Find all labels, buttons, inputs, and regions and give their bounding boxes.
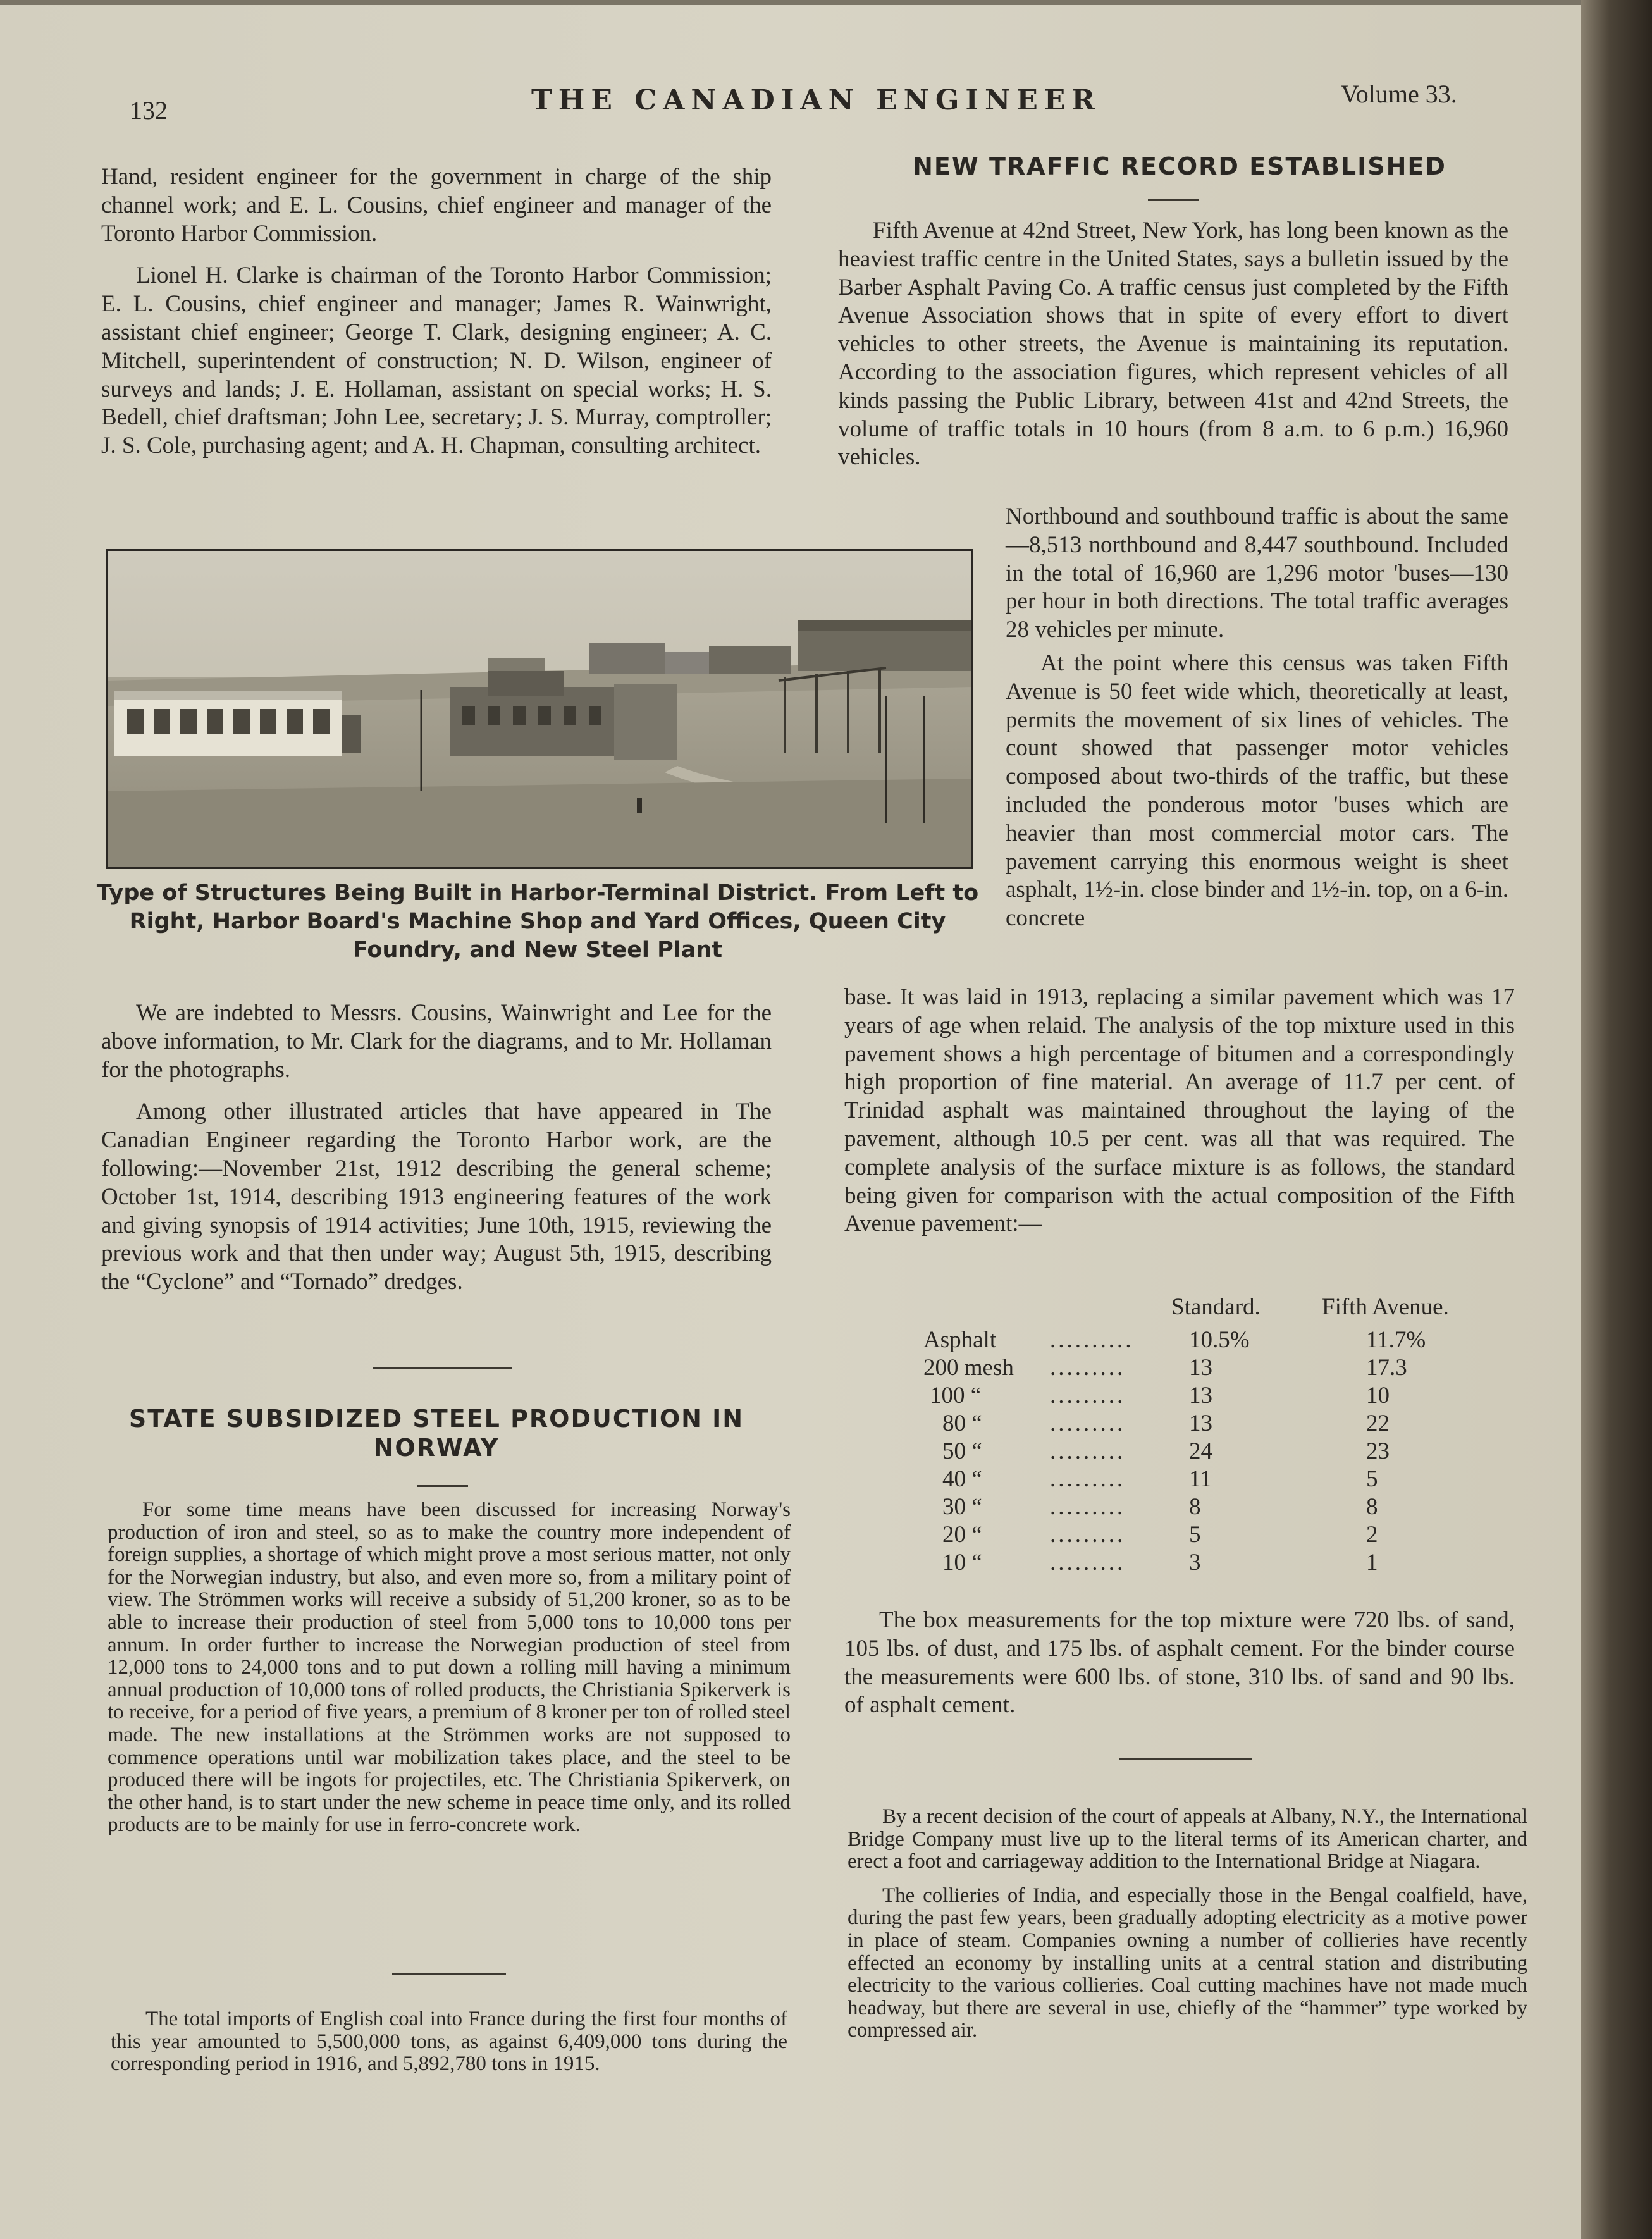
table-row: [923, 1521, 1493, 1549]
traffic-text-2a: At the point where this census was taken Fifth Avenue is 50 feet wide which, theoretically at least, permits the movement of six lines of vehicles. The count showed that passenger motor vehicles composed about two-thirds of the traffic, but these included the ponderous motor 'buses which are heavier than most commercial motor cars. The pavement carrying this enormous weight is sheet asphalt, 1½-in. close binder and 1½-in. top, on a 6-in. concrete: [1006, 650, 1508, 932]
photo-caption: Type of Structures Being Built in Harbor-Terminal District. From Left to Right, Harbor Board's Machine Shop and Yard Offices, Queen City Foundry, and New Steel Plant: [96, 880, 979, 963]
norway-section-title: STATE SUBSIDIZED STEEL PRODUCTION IN NORWAY: [128, 1405, 744, 1462]
page-edge-shadow: [1581, 0, 1652, 2239]
row-standard: 13: [1189, 1383, 1212, 1409]
traffic-text-1b: Northbound and southbound traffic is about the same—8,513 northbound and 8,447 southbound. Included in the total of 16,960 are 1,296 motor 'buses—130 per hour in both directions. The total traffic averages 28 vehicles per minute.: [1006, 503, 1508, 643]
row-fifth-avenue: 5: [1366, 1466, 1378, 1492]
left-column-middle: [101, 999, 772, 1297]
page-header: [0, 79, 1581, 130]
norway-paragraph: For some time means have been discussed for increasing Norway's production of iron and steel, so as to make the country more independent of foreign supplies, a shortage of which might prove a most serious matter, not only for the Norwegian industry, but also, and even more so, from a military point of view. The Strömmen works will receive a subsidy of 51,200 kroner, so as to be able to increase their production of steel from 5,000 tons to 10,000 tons per annum. In order further to increase the Norwegian production of steel from 12,000 tons to 24,000 tons and to put down a rolling mill having a minimum annual production of 10,000 tons of rolled products, the Christiania Spikerverk is to receive, for a period of five years, a premium of 8 kroner per ton of rolled steel made. The new installations at the Strömmen works are not supposed to commence operations until war mobilization takes place, and the steel to be produced there will be ingots for projectiles, etc. The Christiania Spikerverk, on the other hand, is to start under the new scheme in peace time only, and its rolled products are to be mainly for use in ferro-concrete work.: [108, 1498, 791, 1837]
traffic-section-title: NEW TRAFFIC RECORD ESTABLISHED: [913, 152, 1446, 180]
bridge-article: [848, 1806, 1527, 2042]
traffic-paragraph-2b: [844, 984, 1515, 1238]
row-leader-dots: .........: [1050, 1550, 1126, 1576]
box-measurements: [844, 1607, 1515, 1720]
section-divider-right: [1119, 1758, 1252, 1760]
row-label: 200 mesh: [923, 1355, 1014, 1381]
table-row: [923, 1438, 1493, 1465]
staff-paragraph: Lionel H. Clarke is chairman of the Toronto Harbor Commission; E. L. Cousins, chief engineer and manager; James R. Wainwright, assistant chief engineer; George T. Clark, designing engineer; A. C. Mitchell, superintendent of construction; N. D. Wilson, engineer of surveys and lands; J. E. Hollaman, assistant on special works; H. S. Bedell, chief draftsman; John Lee, secretary; J. S. Murray, comptroller; J. S. Cole, purchasing agent; and A. H. Chapman, consulting architect.: [101, 262, 772, 459]
harbor-photo-illustration: [108, 551, 971, 867]
section-divider-left: [373, 1367, 512, 1369]
row-leader-dots: .........: [1050, 1355, 1126, 1381]
row-leader-dots: .........: [1050, 1494, 1126, 1520]
traffic-text-1: Fifth Avenue at 42nd Street, New York, has long been known as the heaviest traffic centre in the United States, says a bulletin issued by the Barber Asphalt Paving Co. A traffic census just completed by the Fifth Avenue Association shows that in spite of every effort to divert vehicles to other streets, the Avenue is maintaining its reputation. According to the association figures, which represent vehicles of all kinds passing the Public Library, between 41st and 42nd Streets, the volume of traffic totals in 10 hours (from 8 a.m. to 6 p.m.) 16,960 vehicles.: [838, 218, 1508, 471]
row-standard: 10.5%: [1189, 1327, 1250, 1353]
coal-divider: [392, 1973, 506, 1975]
top-border-rule: [0, 0, 1581, 5]
traffic-narrow-column: [1006, 503, 1508, 933]
row-fifth-avenue: 23: [1366, 1438, 1390, 1464]
collieries-paragraph: The collieries of India, and especially those in the Bengal coalfield, have, during the past few years, been gradually adopting electricity as a motive power in place of steam. Companies owning a number of collieries have recently effected an economy by installing units at a central station and distributing electricity to the various collieries. Coal cutting machines have not made much headway, but there are several in use, chiefly of the “hammer” type worked by compressed air.: [848, 1884, 1527, 2042]
volume-label: Volume 33.: [1341, 80, 1457, 108]
row-fifth-avenue: 11.7%: [1366, 1327, 1426, 1353]
row-fifth-avenue: 1: [1366, 1550, 1378, 1576]
bridge-paragraph: By a recent decision of the court of appeals at Albany, N.Y., the International Bridge Company must live up to the literal terms of its American charter, and erect a foot and carriageway addition to the International Bridge at Niagara.: [848, 1805, 1527, 1873]
row-label: 100 “: [930, 1383, 982, 1409]
row-label: 30 “: [942, 1494, 982, 1520]
table-row: [923, 1326, 1493, 1354]
row-fifth-avenue: 17.3: [1366, 1355, 1407, 1381]
norway-article: [108, 1499, 791, 1837]
thanks-paragraph: We are indebted to Messrs. Cousins, Wainwright and Lee for the above information, to Mr. Clark for the diagrams, and to Mr. Hollaman for the photographs.: [101, 1000, 772, 1083]
left-column-top: [101, 163, 772, 460]
traffic-paragraph-1: [838, 217, 1508, 472]
box-paragraph: The box measurements for the top mixture were 720 lbs. of sand, 105 lbs. of dust, and 175 lbs. of asphalt cement. For the binder course the measurements were 600 lbs. of stone, 310 lbs. of sand and 90 lbs. of asphalt cement.: [844, 1607, 1515, 1718]
row-label: Asphalt: [923, 1327, 997, 1353]
table-row: [923, 1549, 1493, 1577]
row-fifth-avenue: 2: [1366, 1522, 1378, 1548]
row-leader-dots: ..........: [1050, 1327, 1134, 1353]
table-header-fifth-avenue: Fifth Avenue.: [1322, 1294, 1449, 1320]
table-row: [923, 1493, 1493, 1521]
row-fifth-avenue: 10: [1366, 1383, 1390, 1409]
row-standard: 11: [1189, 1466, 1212, 1492]
table-row: [923, 1354, 1493, 1382]
row-leader-dots: .........: [1050, 1466, 1126, 1492]
articles-paragraph: Among other illustrated articles that have appeared in The Canadian Engineer regarding the Toronto Harbor work, are the following:—November 21st, 1912 describing the general scheme; October 1st, 1914, describing 1913 engineering features of the work and giving synopsis of 1914 activities; June 10th, 1915, reviewing the previous work and that then under way; August 5th, 1915, describing the “Cyclone” and “Tornado” dredges.: [101, 1099, 772, 1295]
page-number: 132: [130, 96, 168, 125]
coal-article: [111, 2008, 787, 2076]
row-standard: 3: [1189, 1550, 1201, 1576]
journal-title: THE CANADIAN ENGINEER: [531, 84, 1101, 116]
table-row: [923, 1382, 1493, 1410]
harbor-terminal-photo: [106, 549, 973, 869]
row-fifth-avenue: 8: [1366, 1494, 1378, 1520]
norway-title-rule: [417, 1485, 468, 1487]
row-leader-dots: .........: [1050, 1438, 1126, 1464]
traffic-title-rule: [1148, 199, 1199, 201]
row-standard: 8: [1189, 1494, 1201, 1520]
row-standard: 13: [1189, 1355, 1212, 1381]
table-header-standard: Standard.: [1171, 1294, 1261, 1320]
coal-paragraph: The total imports of English coal into France during the first four months of this year amounted to 5,500,000 tons, as against 6,409,000 tons during the corresponding period in 1916, and 5,892,780 tons in 1915.: [111, 2008, 787, 2076]
row-label: 80 “: [942, 1410, 982, 1436]
row-leader-dots: .........: [1050, 1522, 1126, 1548]
row-fifth-avenue: 22: [1366, 1410, 1390, 1436]
row-label: 20 “: [942, 1522, 982, 1548]
row-standard: 24: [1189, 1438, 1212, 1464]
row-standard: 5: [1189, 1522, 1201, 1548]
table-row: [923, 1465, 1493, 1493]
row-leader-dots: .........: [1050, 1383, 1126, 1409]
row-label: 50 “: [942, 1438, 982, 1464]
table-row: [923, 1410, 1493, 1438]
row-label: 40 “: [942, 1466, 982, 1492]
intro-paragraph: Hand, resident engineer for the government in charge of the ship channel work; and E. L. Cousins, chief engineer and manager of the Toronto Harbor Commission.: [101, 164, 772, 247]
row-standard: 13: [1189, 1410, 1212, 1436]
traffic-text-2b: base. It was laid in 1913, replacing a similar pavement which was 17 years of age when relaid. The analysis of the top mixture used in this pavement shows a high percentage of bitumen and a correspondingly high proportion of fine material. An average of 11.7 per cent. of Trinidad asphalt was maintained throughout the laying of the pavement, although 10.5 per cent. was all that was required. The complete analysis of the surface mixture is as follows, the standard being given for comparison with the actual composition of the Fifth Avenue pavement:—: [844, 984, 1515, 1237]
row-label: 10 “: [942, 1550, 982, 1576]
row-leader-dots: .........: [1050, 1410, 1126, 1436]
